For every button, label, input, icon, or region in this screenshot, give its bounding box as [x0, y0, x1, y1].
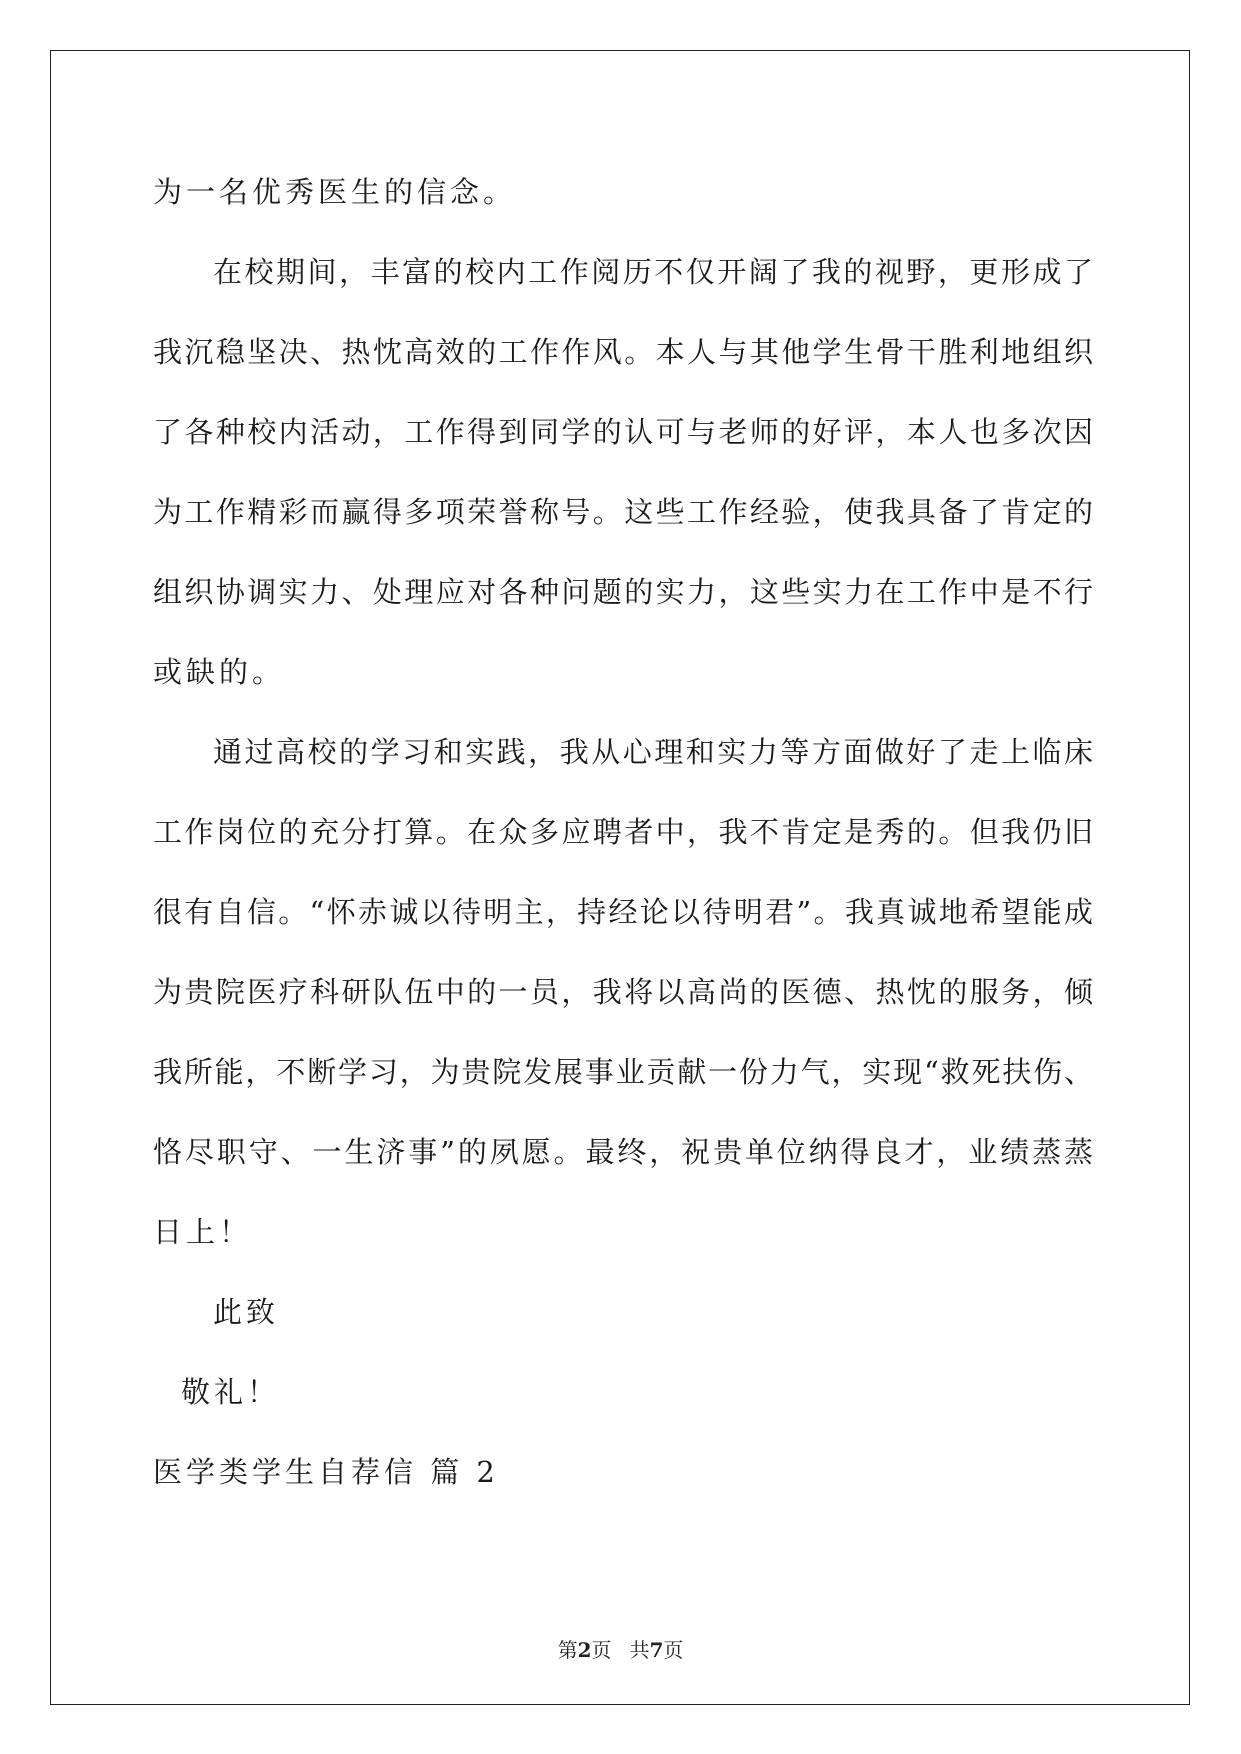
paragraph-start-line: 在校期间，丰富的校内工作阅历不仅开阔了我的视野，更形成了: [213, 255, 1093, 289]
total-pages-number: 7: [649, 1638, 664, 1662]
text-line: 很有自信。“怀赤诚以待明主，持经论以待明君”。我真诚地希望能成: [153, 895, 1093, 929]
text-line: 工作岗位的充分打算。在众多应聘者中，我不肯定是秀的。但我仍旧: [153, 815, 1093, 849]
text-line: 为一名优秀医生的信念。: [153, 175, 517, 209]
footer-total-prefix: 共: [629, 1638, 650, 1662]
closing-salutation: 此致: [213, 1295, 280, 1329]
current-page-number: 2: [577, 1638, 592, 1662]
text-line: 我沉稳坚决、热忱高效的工作作风。本人与其他学生骨干胜利地组织: [153, 335, 1093, 369]
text-line: 为工作精彩而赢得多项荣誉称号。这些工作经验，使我具备了肯定的: [153, 495, 1093, 529]
document-body: [153, 152, 1093, 1512]
text-line: 或缺的。: [153, 655, 286, 689]
text-line: 组织协调实力、处理应对各种问题的实力，这些实力在工作中是不行: [153, 575, 1093, 609]
footer-prefix: 第: [557, 1638, 578, 1662]
text-line: 日上！: [153, 1215, 253, 1249]
section-heading: 医学类学生自荐信 篇 2: [153, 1455, 499, 1489]
text-line: 为贵院医疗科研队伍中的一员，我将以高尚的医德、热忱的服务，倾: [153, 975, 1093, 1009]
text-line: 恪尽职守、一生济事”的夙愿。最终，祝贵单位纳得良才，业绩蒸蒸: [153, 1135, 1093, 1169]
page-footer: [0, 1634, 1241, 1663]
text-line: 了各种校内活动，工作得到同学的认可与老师的好评，本人也多次因: [153, 415, 1093, 449]
closing-regards: 敬礼！: [181, 1375, 281, 1409]
paragraph-start-line: 通过高校的学习和实践，我从心理和实力等方面做好了走上临床: [213, 735, 1093, 769]
footer-page-suffix: 页: [591, 1638, 612, 1662]
text-line: 我所能，不断学习，为贵院发展事业贡献一份力气，实现“救死扶伤、: [153, 1055, 1093, 1089]
footer-total-suffix: 页: [663, 1638, 684, 1662]
